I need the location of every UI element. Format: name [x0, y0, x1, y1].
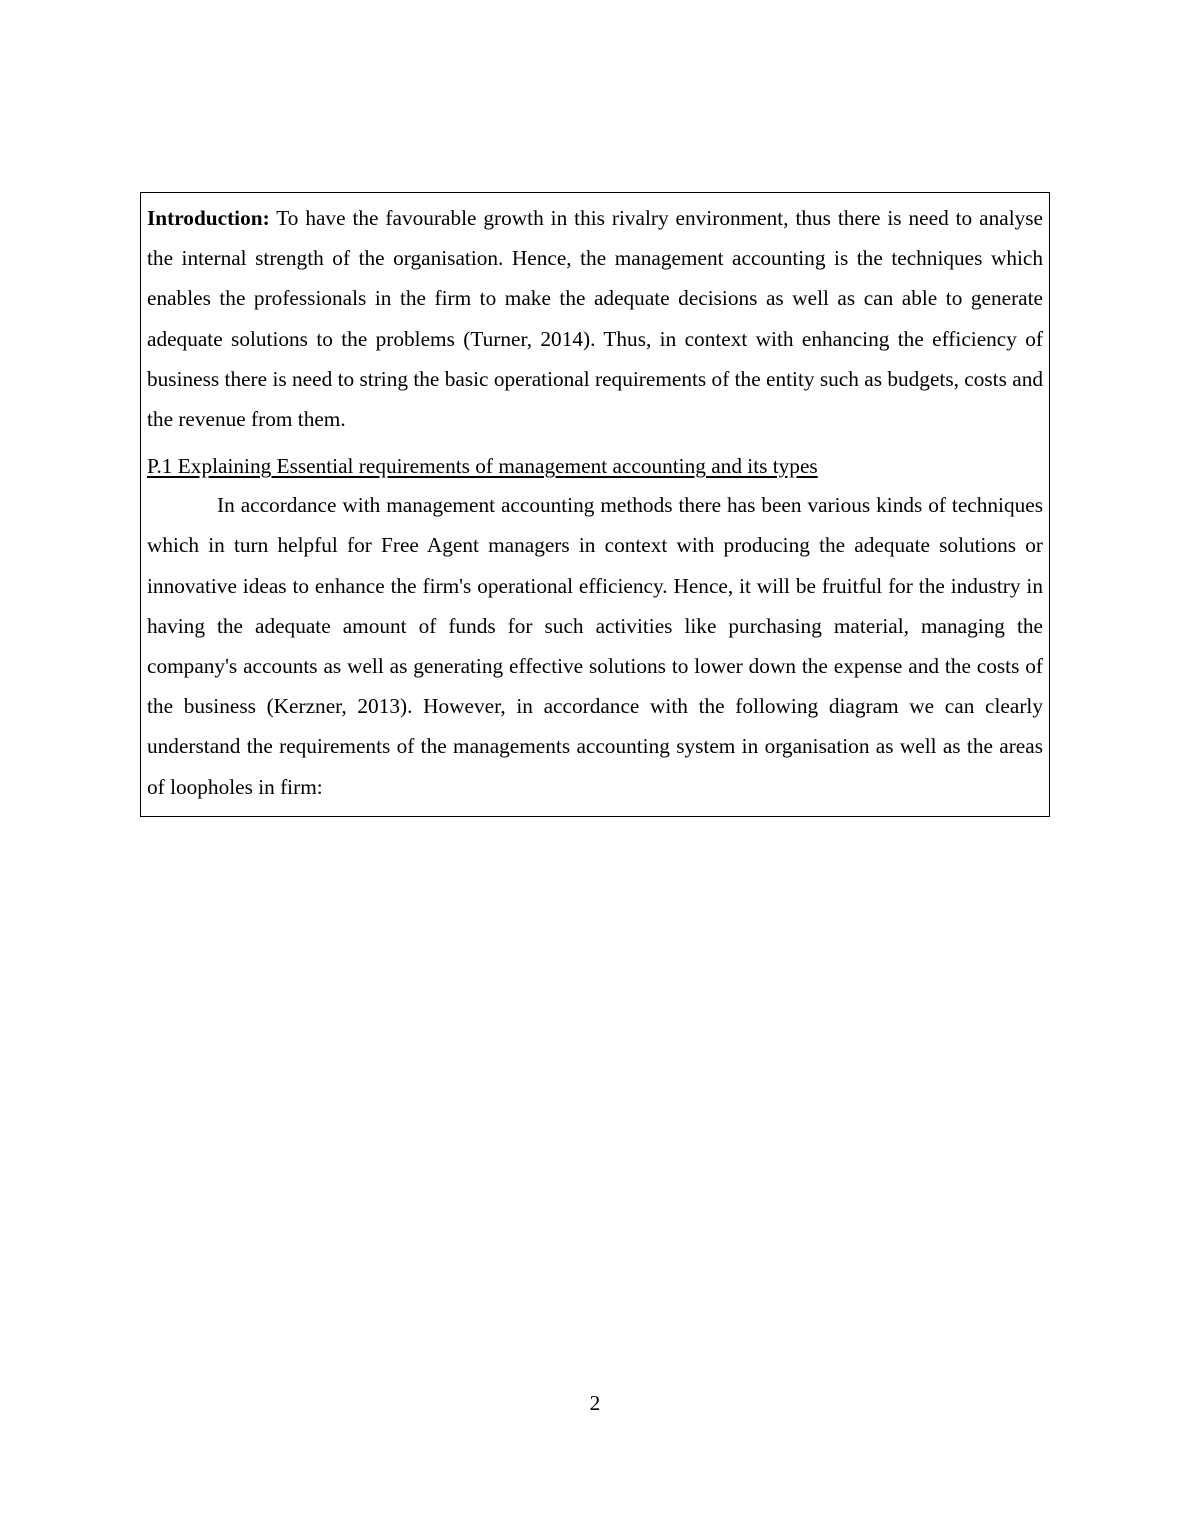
- intro-label: Introduction:: [147, 206, 270, 230]
- page-number: 2: [589, 1391, 601, 1415]
- section-heading: P.1 Explaining Essential requirements of management accounting and its types: [147, 454, 818, 479]
- text-frame: [140, 192, 1050, 817]
- intro-paragraph: [147, 198, 1043, 439]
- intro-text: To have the favourable growth in this rivalry environment, thus there is need to analyse the internal strength of the organisation. Hence, the management accounting is the techniques which enables the professionals in the firm to make the adequate decisions as well as can able to generate adequate solutions to the problems (Turner, 2014). Thus, in context with enhancing the efficiency of business there is need to string the basic operational requirements of the entity such as budgets, costs and the revenue from them.: [147, 206, 1043, 432]
- section-body-paragraph: In accordance with management accounting methods there has been various kinds of techniques which in turn helpful for Free Agent managers in context with producing the adequate solutions or innovative ideas to enhance the firm's operational efficiency. Hence, it will be fruitful for the industry in having the adequate amount of funds for such activities like purchasing material, managing the company's accounts as well as generating effective solutions to lower down the expense and the costs of the business (Kerzner, 2013). However, in accordance with the following diagram we can clearly understand the requirements of the managements accounting system in organisation as well as the areas of loopholes in firm:: [147, 493, 1043, 799]
